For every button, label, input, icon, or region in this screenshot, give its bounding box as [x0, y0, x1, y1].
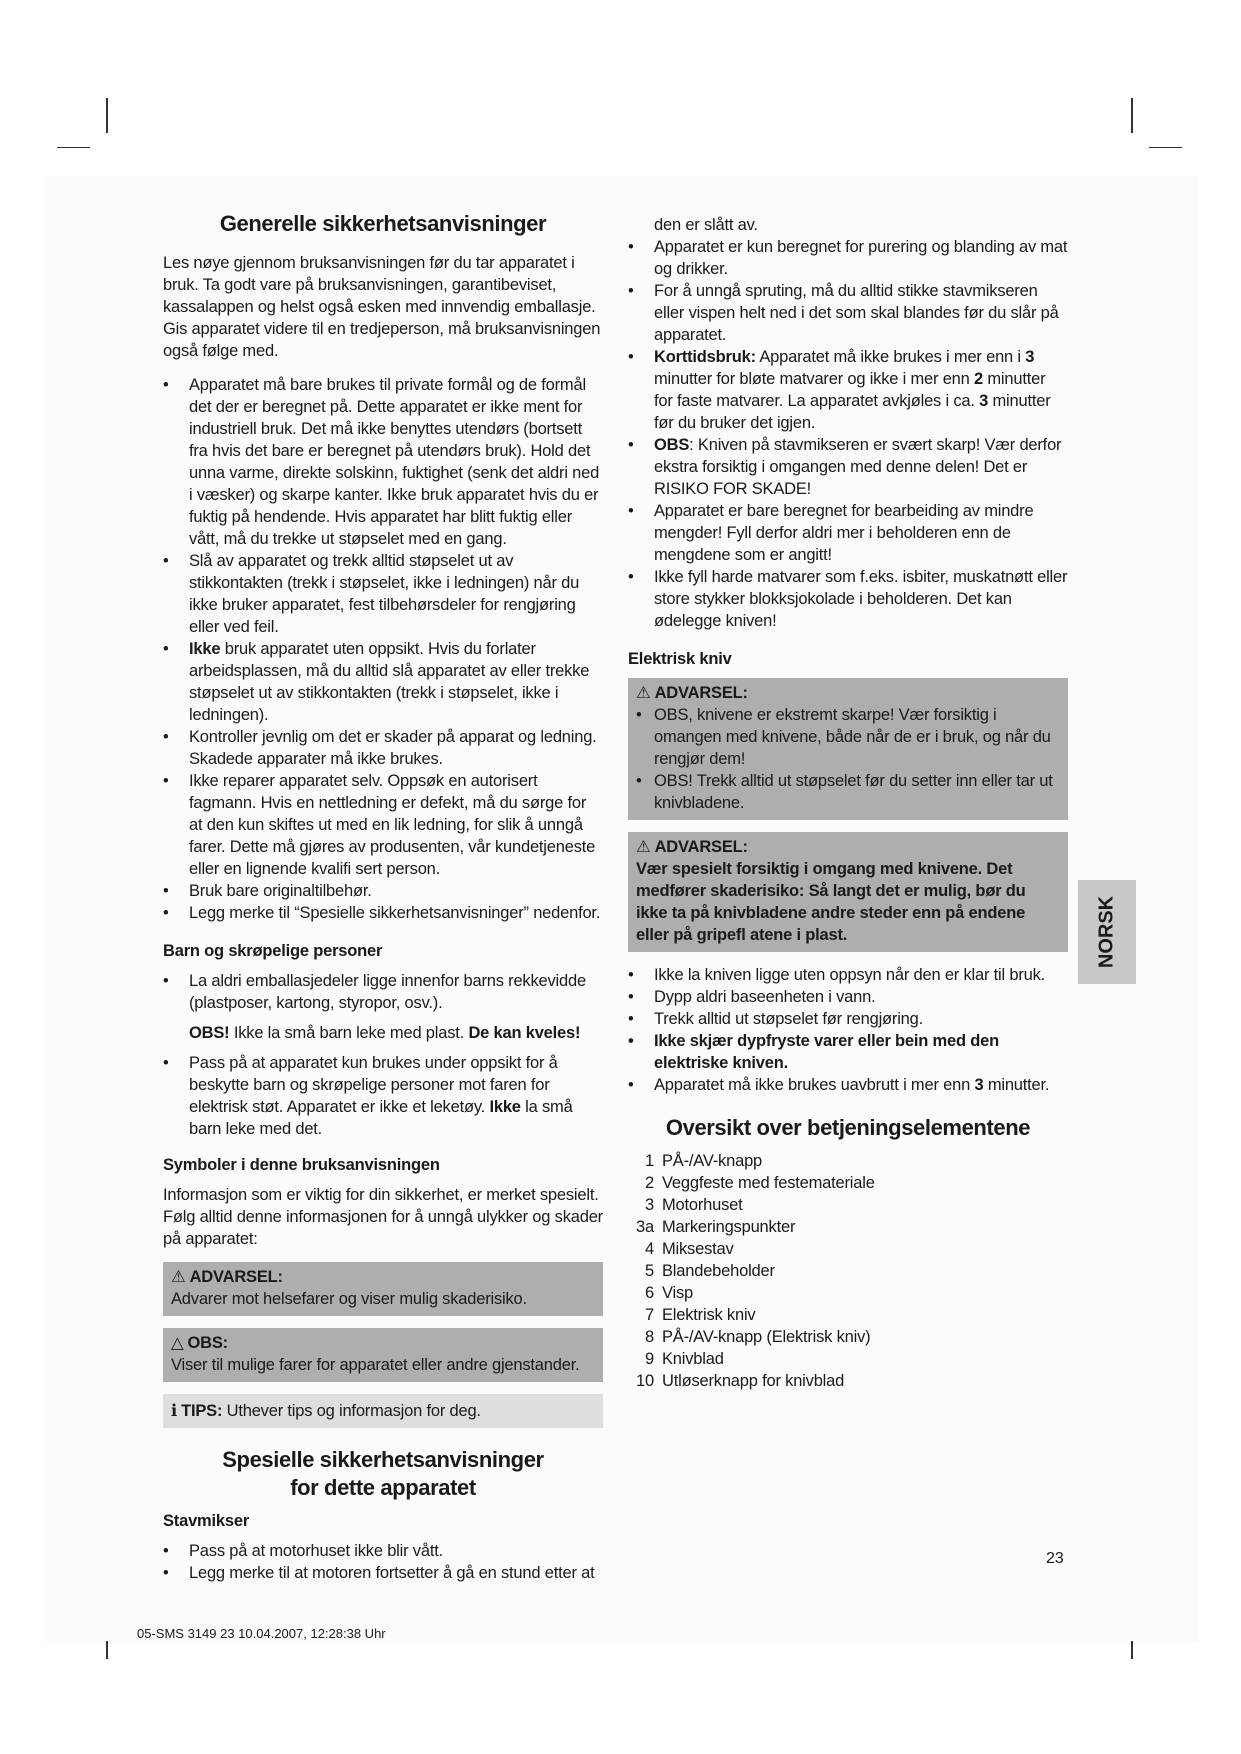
- list-item: • Ikke fyll harde matvarer som f.eks. isbiter, muskatnøtt eller store stykker blokksjokolade i beholderen. Det kan ødelegge kniven!: [628, 566, 1068, 632]
- knife-bullets: [628, 964, 1068, 1096]
- list-item: • Dypp aldri baseenheten i vann.: [628, 986, 1068, 1008]
- knife-warning-box-1: ⚠ ADVARSEL: • OBS, knivene er ekstremt skarpe! Vær forsiktig i omangen med knivene, både når de er i bruk, og når du rengjør dem! • OBS! Trekk alltid ut støpselet før du setter inn eller tar ut knivbladene.: [628, 678, 1068, 820]
- list-item: • Apparatet er kun beregnet for purering og blanding av mat og drikker.: [628, 236, 1068, 280]
- children-obs: OBS! Ikke la små barn leke med plast. De kan kveles!: [189, 1024, 581, 1042]
- page-number: 23: [1046, 1550, 1064, 1567]
- list-item: • Kontroller jevnlig om det er skader på apparat og ledning. Skadede apparater må ikke brukes.: [163, 726, 603, 770]
- list-item: • Pass på at apparatet kun brukes under oppsikt for å beskytte barn og skrøpelige personer mot faren for elektrisk støt. Apparatet er ikke et leketøy. Ikke la små barn leke med det.: [163, 1052, 603, 1140]
- list-item: • Ikke reparer apparatet selv. Oppsøk en autorisert fagmann. Hvis en nettledning er defekt, må du sørge for at den kun skiftes ut med en lik ledning, for slik å unngå farer. Dette må gjøres av produsenten, vår kundetjeneste eller en lignende kvalifi sert person.: [163, 770, 603, 880]
- stavmikser-bullets-continued: [628, 236, 1068, 632]
- list-item: • Slå av apparatet og trekk alltid støpselet ut av stikkontakten (trekk i støpselet, ikke i ledningen) når du ikke bruker apparatet, fest tilbehørsdeler for rengjøring eller ved feil.: [163, 550, 603, 638]
- print-footer: 05-SMS 3149 23 10.04.2007, 12:28:38 Uhr: [137, 1626, 386, 1641]
- control-item: 2 Veggfeste med festemateriale: [645, 1174, 875, 1192]
- control-item: 6 Visp: [645, 1284, 693, 1302]
- warning-triangle-icon: ⚠: [171, 1268, 186, 1286]
- crop-mark: [57, 147, 90, 148]
- list-item: • OBS, knivene er ekstremt skarpe! Vær forsiktig i omangen med knivene, både når de er i bruk, og når du rengjør dem!: [636, 704, 1060, 770]
- list-item: • Ikke bruk apparatet uten oppsikt. Hvis du forlater arbeidsplassen, må du alltid slå apparatet av eller trekke støpselet ut av stikkontakten (trekk i støpselet, ikke i ledningen).: [163, 638, 603, 726]
- section-title-special: Spesielle sikkerhetsanvisninger for dette apparatet: [222, 1447, 544, 1500]
- symbols-paragraph: Informasjon som er viktig for din sikkerhet, er merket spesielt. Følg alltid denne informasjonen for å unngå ulykker og skader på apparatet:: [163, 1186, 603, 1248]
- children-bullets-2: [163, 1052, 603, 1140]
- warning-triangle-icon: ⚠: [636, 684, 651, 702]
- control-item: 4 Miksestav: [645, 1240, 734, 1258]
- controls-title: Oversikt over betjeningselementene: [665, 1115, 1031, 1140]
- control-item: 7 Elektrisk kniv: [645, 1306, 756, 1324]
- list-item: • Apparatet må bare brukes til private formål og de formål det der er beregnet på. Dette apparatet er ikke ment for industriell bruk. Det må ikke benyttes utendørs (bortsett fra hvis det bare er beregnet på utendørs bruk). Hold det unna varme, direkte solskinn, fuktighet (senk det aldri ned i væsker) og skarpe kanter. Ikke bruk apparatet hvis du er fuktig på hendende. Hvis apparatet har blitt fuktig eller vått, må du trekke ut støpselet med en gang.: [163, 374, 603, 550]
- list-item: • Ikke la kniven ligge uten oppsyn når den er klar til bruk.: [628, 964, 1068, 986]
- list-item: • La aldri emballasjedeler ligge innenfor barns rekkevidde (plastposer, kartong, styropor, osv.).: [163, 970, 603, 1014]
- control-item: 5 Blandebeholder: [645, 1262, 775, 1280]
- general-bullets: [163, 374, 603, 924]
- list-item: • Bruk bare originaltilbehør.: [163, 880, 603, 902]
- left-column: [163, 210, 603, 1584]
- list-item: • Trekk alltid ut støpselet før rengjøring.: [628, 1008, 1068, 1030]
- warning-triangle-icon: ⚠: [636, 838, 651, 856]
- control-item: 3a Markeringspunkter: [636, 1218, 796, 1236]
- right-column: [628, 214, 1068, 1392]
- control-item: 9 Knivblad: [645, 1350, 724, 1368]
- continued-text: den er slått av.: [654, 216, 758, 234]
- crop-mark: [1149, 147, 1182, 148]
- intro-paragraph: Les nøye gjennom bruksanvisningen før du tar apparatet i bruk. Ta godt vare på bruksanvisningen, garantibeviset, kassalappen og helst også esken med innvendig emballasje. Gis apparatet videre til en tredjeperson, må bruksanvisningen også følge med.: [163, 254, 601, 360]
- control-item: 10 Utløserknapp for knivblad: [636, 1372, 845, 1390]
- list-item: • Korttidsbruk: Apparatet må ikke brukes i mer enn i 3 minutter for bløte matvarer og ikke i mer enn 2 minutter for faste matvarer. La apparatet avkjøles i ca. 3 minutter før du bruker det igjen.: [628, 346, 1068, 434]
- list-item: • Ikke skjær dypfryste varer eller bein med den elektriske kniven.: [628, 1030, 1068, 1074]
- warning-box: ⚠ ADVARSEL: Advarer mot helsefarer og viser mulig skaderisiko.: [163, 1262, 603, 1316]
- stavmikser-heading: Stavmikser: [163, 1512, 250, 1530]
- list-item: • Apparatet er bare beregnet for bearbeiding av mindre mengder! Fyll derfor aldri mer i beholderen enn de mengdene som er angitt!: [628, 500, 1068, 566]
- control-item: 1 PÅ-/AV-knapp: [645, 1152, 763, 1170]
- knife-heading: Elektrisk kniv: [628, 650, 732, 668]
- list-item: • Apparatet må ikke brukes uavbrutt i mer enn 3 minutter.: [628, 1074, 1068, 1096]
- info-icon: ℹ: [171, 1402, 178, 1420]
- symbols-heading: Symboler i denne bruksanvisningen: [163, 1156, 440, 1174]
- children-heading: Barn og skrøpelige personer: [163, 942, 383, 960]
- crop-mark: [1131, 98, 1133, 133]
- control-item: 8 PÅ-/AV-knapp (Elektrisk kniv): [645, 1328, 871, 1346]
- list-item: • OBS: Kniven på stavmikseren er svært skarp! Vær derfor ekstra forsiktig i omgangen med denne delen! Det er RISIKO FOR SKADE!: [628, 434, 1068, 500]
- crop-mark: [106, 98, 108, 133]
- control-item: 3 Motorhuset: [645, 1196, 743, 1214]
- list-item: • Legg merke til at motoren fortsetter å gå en stund etter at: [163, 1562, 603, 1584]
- list-item: • Legg merke til “Spesielle sikkerhetsanvisninger” nedenfor.: [163, 902, 603, 924]
- controls-list: [628, 1150, 1068, 1392]
- list-item: • Pass på at motorhuset ikke blir vått.: [163, 1540, 603, 1562]
- children-bullets: [163, 970, 603, 1014]
- section-title-general: Generelle sikkerhetsanvisninger: [219, 211, 547, 236]
- language-side-tab: NORSK: [1078, 880, 1136, 984]
- stavmikser-bullets: [163, 1540, 603, 1584]
- obs-box: △ OBS: Viser til mulige farer for apparatet eller andre gjenstander.: [163, 1328, 603, 1382]
- list-item: • OBS! Trekk alltid ut støpselet før du setter inn eller tar ut knivbladene.: [636, 770, 1060, 814]
- tips-box: ℹ TIPS: Uthever tips og informasjon for deg.: [163, 1394, 603, 1428]
- list-item: • For å unngå spruting, må du alltid stikke stavmikseren eller vispen helt ned i det som skal blandes før du slår på apparatet.: [628, 280, 1068, 346]
- caution-triangle-icon: △: [171, 1334, 184, 1352]
- knife-warning-box-2: ⚠ ADVARSEL: Vær spesielt forsiktig i omgang med knivene. Det medfører skaderisiko: Så langt det er mulig, bør du ikke ta på knivbladene andre steder enn på endene eller på gripefl atene i plast.: [628, 832, 1068, 952]
